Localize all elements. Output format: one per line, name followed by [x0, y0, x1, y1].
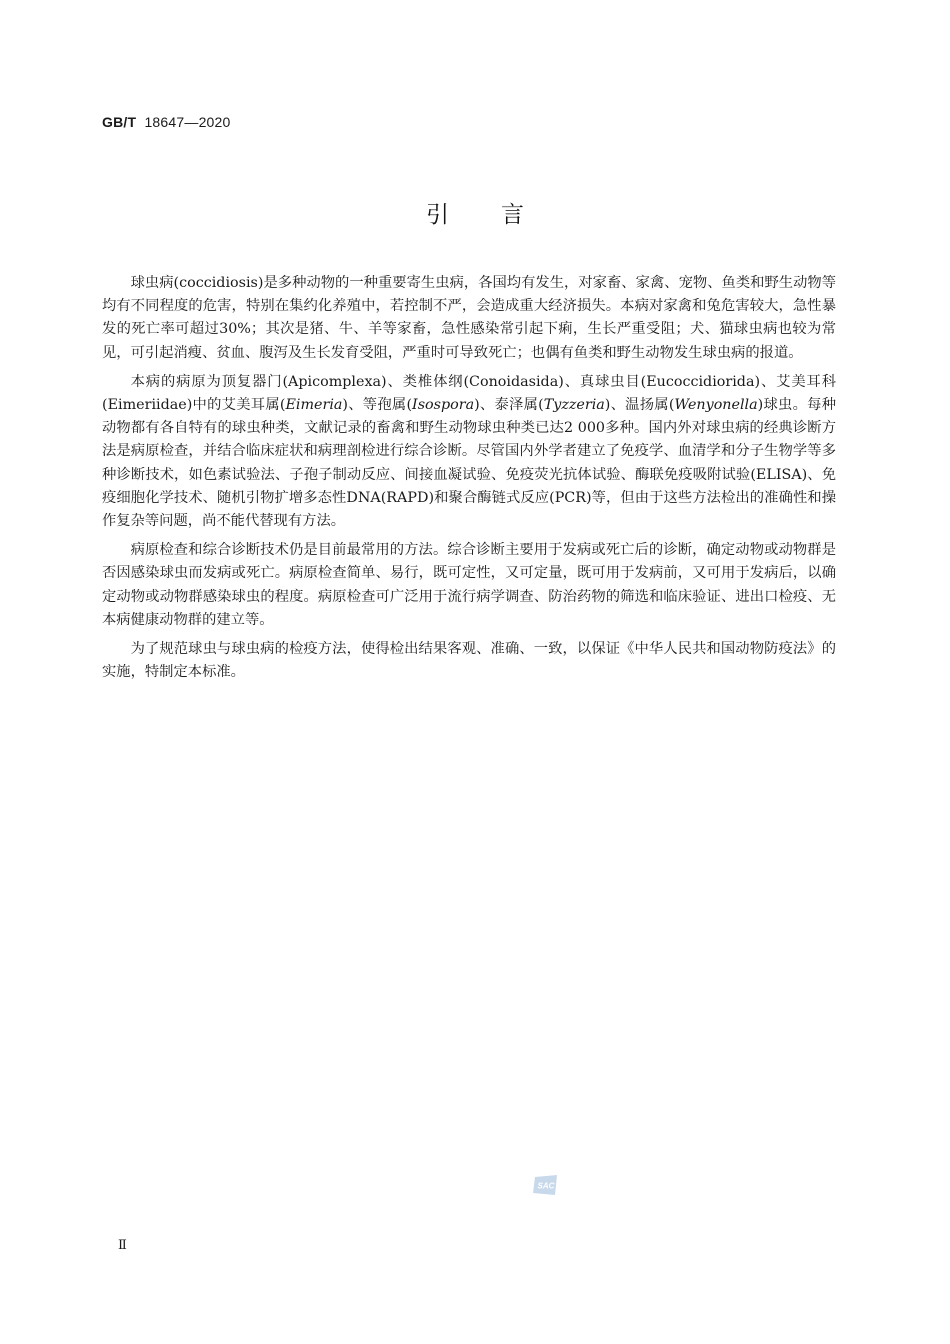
- italic-genus-name: Wenyonella: [674, 397, 758, 414]
- paragraph-text: 病原检查和综合诊断技术仍是目前最常用的方法。综合诊断主要用于发病或死亡后的诊断，确定动物或动物群是否因感染球虫而发病或死亡。病原检查简单、易行，既可定性，又可定量，既可用于发病前，又可用于发病后，以确定动物或动物群感染球虫的程度。病原检查可广泛用于流行病学调查、防治药物的筛选和临床验证、进出口检疫、无本病健康动物群的建立等。: [102, 542, 836, 628]
- italic-genus-name: Eimeria: [285, 397, 343, 414]
- paragraph-text: )、等孢属(: [342, 397, 413, 414]
- standard-number: 18647—2020: [144, 114, 231, 130]
- standard-code: [102, 114, 231, 130]
- sac-watermark-logo: [532, 1174, 560, 1196]
- paragraph: [102, 371, 836, 533]
- paragraph-text: 球虫病(coccidiosis)是多种动物的一种重要寄生虫病，各国均有发生，对家畜、家禽、宠物、鱼类和野生动物等均有不同程度的危害，特别在集约化养殖中，若控制不严，会造成重大经济损失。本病对家禽和兔危害较大，急性暴发的死亡率可超过30%；其次是猪、牛、羊等家畜，急性感染常引起下痢，生长严重受阻；犬、猫球虫病也较为常见，可引起消瘦、贫血、腹泻及生长发育受阻，严重时可导致死亡；也偶有鱼类和野生动物发生球虫病的报道。: [102, 275, 836, 361]
- paragraph-text: )、泰泽属(: [474, 397, 544, 414]
- italic-genus-name: Tyzzeria: [543, 397, 605, 414]
- standard-prefix: GB/T: [102, 114, 137, 130]
- paragraph-text: )、温扬属(: [604, 397, 675, 414]
- paragraph: [102, 638, 836, 684]
- paragraph: [102, 272, 836, 365]
- page-number: Ⅱ: [118, 1238, 127, 1253]
- introduction-body: [102, 272, 836, 690]
- sac-watermark-text: SAC: [537, 1181, 555, 1191]
- paragraph-text: 本病的病原为顶复器门(Apicomplexa)、类椎体纲(Conoidasida)、真球虫目(Eucoccidiorida)、艾美耳科(Eimeriidae)中的艾美耳属(: [102, 373, 836, 414]
- page-title: 引言: [426, 202, 576, 228]
- paragraph-text: 为了规范球虫与球虫病的检疫方法，使得检出结果客观、准确、一致，以保证《中华人民共和国动物防疫法》的实施，特制定本标准。: [102, 641, 836, 681]
- paragraph: [102, 539, 836, 632]
- italic-genus-name: Isospora: [412, 397, 475, 414]
- paragraph-text: )球虫。每种动物都有各自特有的球虫种类，文献记录的畜禽和野生动物球虫种类已达2 000多种。国内外对球虫病的经典诊断方法是病原检查，并结合临床症状和病理剖检进行综合诊断。尽管国内外学者建立了免疫学、血清学和分子生物学等多种诊断技术，如色素试验法、子孢子制动反应、间接血凝试验、免疫荧光抗体试验、酶联免疫吸附试验(ELISA)、免疫细胞化学技术、随机引物扩增多态性DNA(RAPD)和聚合酶链式反应(PCR)等，但由于这些方法检出的准确性和操作复杂等问题，尚不能代替现有方法。: [102, 397, 836, 530]
